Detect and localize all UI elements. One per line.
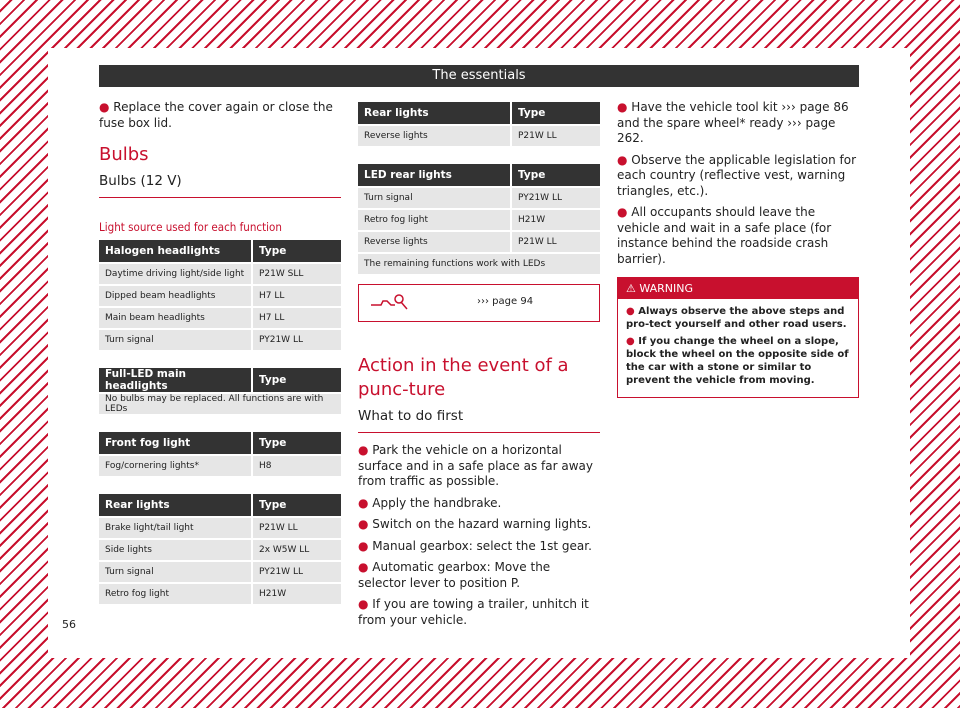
bullet-item: ● Apply the handbrake. (358, 495, 502, 510)
bullet-item: ● Have the vehicle tool kit ››› page 86 and the spare wheel* ready ››› page 262. (617, 100, 849, 145)
table-cell: H7 LL (251, 308, 341, 328)
table-cell: Turn signal (99, 330, 251, 350)
table-cell: Fog/cornering lights* (99, 456, 251, 476)
table-cell: H8 (251, 456, 341, 476)
table-header: Full-LED main headlights (99, 368, 251, 392)
table-cell: P21W SLL (251, 264, 341, 284)
table-cell: Retro fog light (358, 210, 510, 230)
table-row (99, 540, 341, 560)
bullet-item: ● Observe the applicable legislation for each country (reflective vest, warning triangles, etc.). (617, 152, 856, 198)
table-row (358, 210, 600, 230)
bullet-list (617, 100, 859, 267)
table-row (99, 562, 341, 582)
bullet-item: ● Switch on the hazard warning lights. (358, 517, 592, 531)
table-cell: H21W (510, 210, 600, 230)
bulb-table (99, 238, 341, 352)
bulb-table (358, 100, 600, 148)
warning-icon: ⚠ (626, 282, 640, 295)
table-cell: P21W LL (510, 232, 600, 252)
table-header: Type (510, 164, 600, 186)
table-cell: Turn signal (358, 188, 510, 208)
table-cell: PY21W LL (251, 330, 341, 350)
bullet-item: ● Manual gearbox: select the 1st gear. (358, 538, 592, 553)
table-header: Type (251, 432, 341, 454)
table-cell: PY21W LL (510, 188, 600, 208)
table-row (358, 232, 600, 252)
table-row (358, 188, 600, 208)
bulb-tables-continued (358, 100, 600, 276)
table-header: Halogen headlights (99, 240, 251, 262)
table-row (358, 126, 600, 146)
table-cell: H21W (251, 584, 341, 604)
table-cell: P21W LL (510, 126, 600, 146)
bullet-list (358, 443, 600, 628)
table-header: Rear lights (99, 494, 251, 516)
section-title: Action in the event of a punc-ture (358, 355, 569, 400)
bullet-item: ● If you are towing a trailer, unhitch it from your vehicle. (358, 597, 589, 627)
cross-reference-link[interactable]: ››› page 94 (477, 296, 534, 307)
table-header: Type (251, 240, 341, 262)
table-cell: PY21W LL (251, 562, 341, 582)
table-header: LED rear lights (358, 164, 510, 186)
bullet-item: ● Park the vehicle on a horizontal surface and in a safe place as far away from traffic as possible. (358, 443, 593, 488)
table-cell: Dipped beam headlights (99, 286, 251, 306)
bulb-table (358, 162, 600, 276)
section-title: Bulbs (99, 144, 149, 165)
bullet-item: ● Replace the cover again or close the fuse box lid. (99, 100, 333, 130)
subsection-title: What to do first (358, 402, 600, 433)
table-header: Type (510, 102, 600, 124)
table-row (99, 308, 341, 328)
table-cell: No bulbs may be replaced. All functions are with LEDs (99, 394, 341, 414)
table-cell: The remaining functions work with LEDs (358, 254, 600, 274)
table-cell: H7 LL (251, 286, 341, 306)
bulb-tables (99, 238, 341, 606)
column-left (99, 100, 341, 606)
column-right (617, 100, 859, 398)
table-header: Type (251, 368, 341, 392)
table-cell: Daytime driving light/side light (99, 264, 251, 284)
table-row (358, 254, 600, 274)
table-row (99, 584, 341, 604)
table-cell: Retro fog light (99, 584, 251, 604)
table-row (99, 456, 341, 476)
table-caption: Light source used for each function (99, 220, 282, 234)
table-header: Rear lights (358, 102, 510, 124)
table-cell: Brake light/tail light (99, 518, 251, 538)
table-row (99, 286, 341, 306)
cross-reference-box (358, 284, 600, 322)
warning-box (617, 277, 859, 398)
warning-item: ● Always observe the above steps and pro-tect yourself and other road users. (626, 306, 847, 330)
table-cell: 2x W5W LL (251, 540, 341, 560)
table-cell: Reverse lights (358, 126, 510, 146)
page-header: The essentials (99, 65, 859, 87)
warning-header: ⚠ WARNING (618, 278, 858, 299)
table-row (99, 264, 341, 284)
bulb-table (99, 366, 341, 416)
table-cell: Side lights (99, 540, 251, 560)
table-row (99, 394, 341, 414)
column-middle (358, 100, 600, 634)
table-row (99, 518, 341, 538)
subsection-title: Bulbs (12 V) (99, 167, 341, 198)
bullet-item: ● Automatic gearbox: Move the selector lever to position P. (358, 560, 551, 590)
table-cell: Turn signal (99, 562, 251, 582)
table-header: Type (251, 494, 341, 516)
bulb-table (99, 492, 341, 606)
bullet-item: ● All occupants should leave the vehicle and wait in a safe place (for instance behind the roadside crash barrier). (617, 205, 832, 266)
table-cell: P21W LL (251, 518, 341, 538)
table-cell: Reverse lights (358, 232, 510, 252)
table-cell: Main beam headlights (99, 308, 251, 328)
page-number: 56 (62, 618, 76, 631)
table-header: Front fog light (99, 432, 251, 454)
warning-body (618, 299, 858, 397)
warning-item: ● If you change the wheel on a slope, block the wheel on the opposite side of the car with a stone or similar to prevent the vehicle from moving. (626, 336, 849, 386)
tools-icon (369, 293, 409, 311)
bulb-table (99, 430, 341, 478)
table-row (99, 330, 341, 350)
